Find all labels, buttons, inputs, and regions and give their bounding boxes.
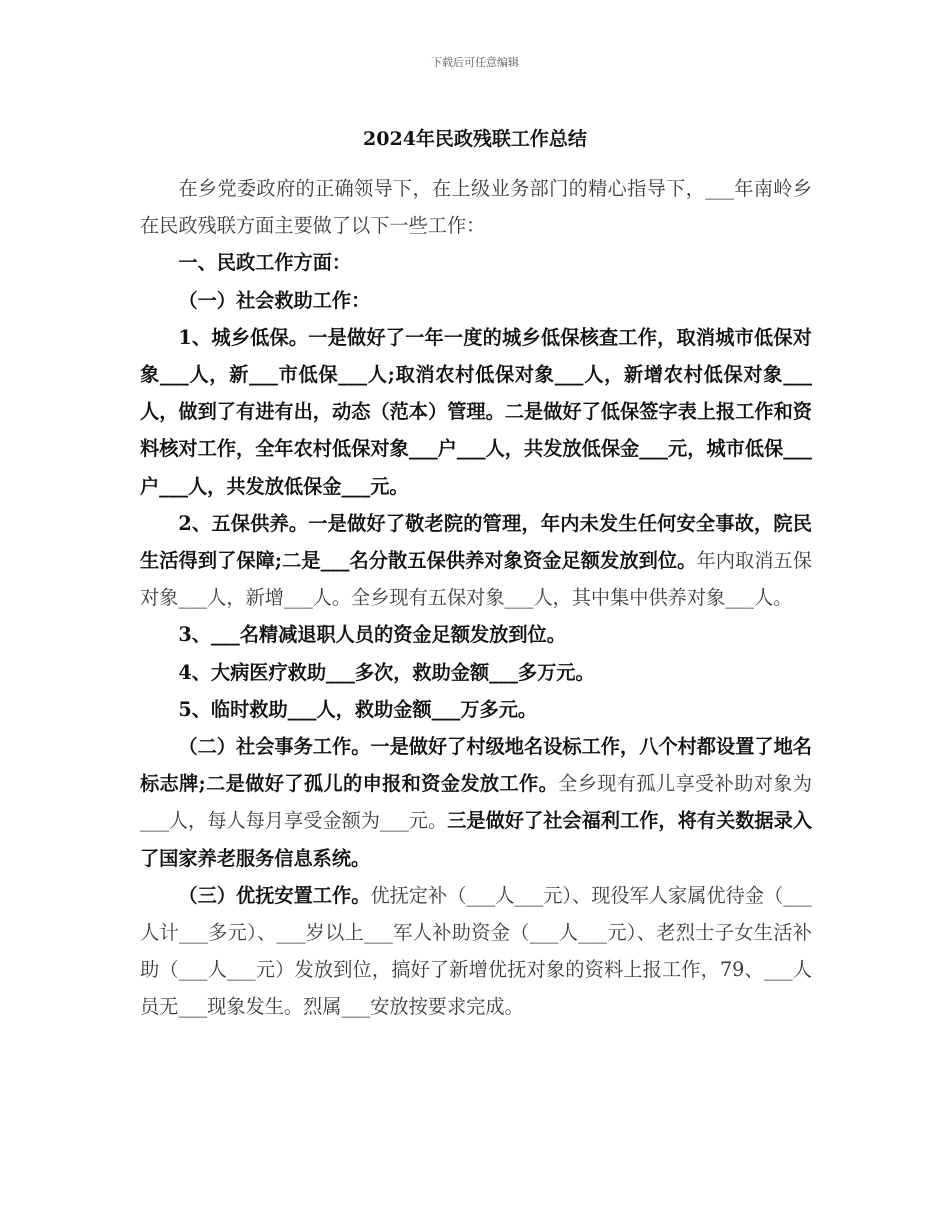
section-heading-civil-affairs: 一、民政工作方面： [178, 251, 352, 275]
item-retired-staff: 3、___名精减退职人员的资金足额发放到位。 [178, 623, 566, 647]
social-affairs-bold: （二）社会事务工作。一是做好了村级地名设标工作，八个村都设置了地名标志牌;二是做好了孤儿的申报和资金发放工作。 [140, 735, 812, 796]
subsection-heading-social-assistance: （一）社会救助工作： [178, 288, 371, 312]
item-medical-assistance: 4、大病医疗救助___多次，救助金额___多万元。 [178, 660, 595, 684]
header-note: 下载后可任意编辑 [431, 56, 519, 69]
subsection-social-affairs [140, 728, 812, 877]
social-affairs-normal: 全乡现有孤儿享受补助对象为___人，每人每月享受金额为___元。 [140, 772, 813, 833]
subsection-preferential-care [140, 877, 812, 1026]
document-title: 2024年民政残联工作总结 [363, 128, 587, 150]
preferential-care-bold: （三）优抚安置工作。 [178, 883, 371, 907]
item-temporary-assistance: 5、临时救助___人，救助金额___万多元。 [178, 697, 538, 721]
social-affairs-bold-2: 三是做好了社会福利工作，将有关数据录入了国家养老服务信息系统。 [140, 809, 813, 870]
intro-paragraph: 在乡党委政府的正确领导下，在上级业务部门的精心指导下，___年南岭乡在民政残联方面主要做了以下一些工作： [140, 177, 812, 238]
item-urban-rural-subsistence: 1、城乡低保。一是做好了一年一度的城乡低保核查工作，取消城市低保对象___人，新___市低保___人;取消农村低保对象___人，新增农村低保对象___人，做到了有进有出，动态（范本）管理。二是做好了低保签字表上报工作和资料核对工作，全年农村低保对象___户___人，共发放低保金___元，城市低保___户___人，共发放低保金___元。 [140, 325, 812, 498]
preferential-care-normal: 优抚定补（___人___元）、现役军人家属优待金（___人计___多元）、___岁以上___军人补助资金（___人___元）、老烈士子女生活补助（___人___元）发放到位，搞好了新增优抚对象的资料上报工作，79、___人员无___现象发生。烈属___安放按要求完成。 [140, 883, 812, 1019]
item-five-guarantees-normal: 年内取消五保对象___人，新增___人。全乡现有五保对象___人，其中集中供养对象___人。 [140, 549, 812, 610]
item-five-guarantees-bold: 2、五保供养。一是做好了敬老院的管理，年内未发生任何安全事故，院民生活得到了保障;二是___名分散五保供养对象资金足额发放到位。 [140, 511, 812, 573]
item-five-guarantees [140, 505, 812, 617]
document-body [140, 170, 812, 1026]
